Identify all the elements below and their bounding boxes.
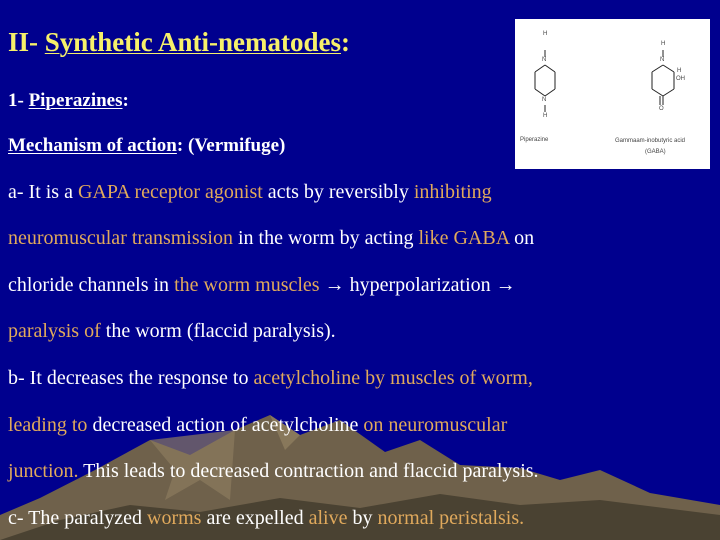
- highlight-run: leading to: [8, 414, 88, 436]
- heading-colon: :: [122, 90, 129, 111]
- caption-gaba-abbrev: (GABA): [645, 149, 666, 155]
- text-run: by: [347, 507, 378, 529]
- title-colon: :: [341, 27, 351, 57]
- text-run: chloride channels in: [8, 274, 175, 296]
- highlight-run: normal peristalsis.: [377, 507, 525, 529]
- heading-piperazines: [8, 89, 129, 113]
- para-b-line-3: [8, 459, 539, 483]
- mechanism-label: Mechanism of action: [8, 135, 177, 156]
- heading-number: 1-: [8, 90, 29, 111]
- para-a-line-3: [8, 273, 516, 297]
- atom-label-n: N: [542, 97, 547, 103]
- text-run: in the worm by acting: [232, 227, 419, 249]
- caption-gaba: Gammaam-inobutyric acid: [615, 138, 686, 144]
- highlight-run: acetylcholine by muscles of worm,: [253, 367, 533, 389]
- text-run: → hyperpolarization →: [319, 274, 516, 296]
- title-text: Synthetic Anti-nematodes: [44, 27, 342, 57]
- atom-label-h: H: [661, 41, 666, 47]
- mechanism-rest: : (Vermifuge): [176, 135, 286, 156]
- heading-mechanism: [8, 134, 285, 158]
- highlight-run: neuromuscular transmission: [8, 227, 233, 249]
- para-c-line-1: [8, 506, 524, 530]
- atom-label-n: N: [660, 57, 665, 63]
- text-run: decreased action of acetylcholine: [87, 414, 364, 436]
- highlight-run: on neuromuscular: [363, 414, 508, 436]
- para-a-line-4: [8, 319, 336, 343]
- para-a-line-2: [8, 226, 534, 250]
- text-run: are expelled: [201, 507, 309, 529]
- atom-label-oh: OH: [676, 76, 685, 82]
- title-number: II-: [8, 27, 45, 57]
- text-run: acts by reversibly: [262, 181, 414, 203]
- highlight-run: worms: [147, 507, 202, 529]
- para-b-line-1: [8, 366, 533, 390]
- highlight-run: paralysis of: [8, 320, 101, 342]
- atom-label-n: N: [542, 57, 547, 63]
- caption-piperazine: Piperazine: [520, 137, 549, 143]
- highlight-run: the worm muscles: [174, 274, 320, 296]
- atom-label-h: H: [543, 113, 548, 119]
- text-run: b- It decreases the response to: [8, 367, 254, 389]
- slide-title: [8, 25, 350, 59]
- highlight-run: junction.: [8, 460, 79, 482]
- text-run: a- It is a: [8, 181, 78, 203]
- heading-text: Piperazines: [28, 90, 123, 111]
- text-run: the worm (flaccid paralysis).: [100, 320, 336, 342]
- chemical-structures-figure: [515, 19, 710, 169]
- highlight-run: inhibiting: [413, 181, 492, 203]
- text-run: on: [509, 227, 535, 249]
- text-run: This leads to decreased contraction and flaccid paralysis.: [78, 460, 539, 482]
- atom-label-h: H: [543, 31, 548, 37]
- para-a-line-1: [8, 180, 492, 204]
- text-run: c- The paralyzed: [8, 507, 147, 529]
- highlight-run: GAPA receptor agonist: [77, 181, 263, 203]
- para-b-line-2: [8, 413, 507, 437]
- highlight-run: like GABA: [418, 227, 510, 249]
- atom-label-o: O: [659, 106, 664, 112]
- atom-label-h: H: [677, 68, 682, 74]
- structures-drawing: [515, 19, 710, 169]
- highlight-run: alive: [308, 507, 348, 529]
